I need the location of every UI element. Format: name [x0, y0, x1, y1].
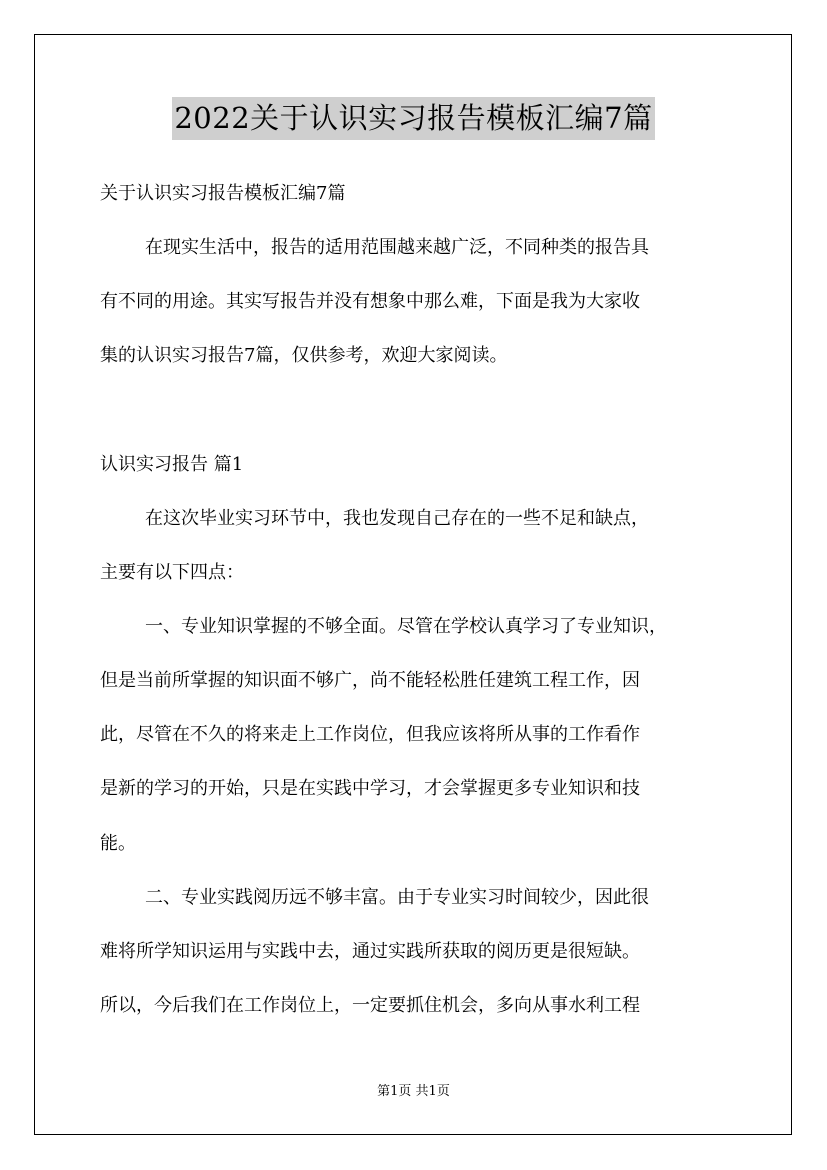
document-title: 2022关于认识实习报告模板汇编7篇	[172, 97, 654, 140]
paragraph1-line-2: 主要有以下四点：	[100, 562, 244, 583]
intro-line-3: 集的认识实习报告7篇，仅供参考，欢迎大家阅读。	[100, 345, 508, 366]
paragraph3-line-2: 难将所学知识运用与实践中去，通过实践所获取的阅历更是很短缺。	[100, 941, 640, 962]
paragraph2-line-2: 但是当前所掌握的知识面不够广，尚不能轻松胜任建筑工程工作，因	[100, 670, 640, 691]
paragraph1-line-1: 在这次毕业实习环节中，我也发现自己存在的一些不足和缺点，	[145, 508, 649, 529]
paragraph2-line-5: 能。	[100, 833, 136, 854]
paragraph2-line-4: 是新的学习的开始，只是在实践中学习，才会掌握更多专业知识和技	[100, 778, 640, 799]
title-wrapper	[0, 97, 827, 140]
intro-line-2: 有不同的用途。其实写报告并没有想象中那么难，下面是我为大家收	[100, 291, 640, 312]
paragraph3-line-3: 所以，今后我们在工作岗位上，一定要抓住机会，多向从事水利工程	[100, 995, 640, 1016]
paragraph2-line-3: 此，尽管在不久的将来走上工作岗位，但我应该将所从事的工作看作	[100, 724, 640, 745]
section-heading: 认识实习报告 篇1	[100, 454, 244, 475]
intro-line-1: 在现实生活中，报告的适用范围越来越广泛，不同种类的报告具	[145, 237, 649, 258]
document-subtitle: 关于认识实习报告模板汇编7篇	[100, 183, 346, 204]
paragraph3-line-1: 二、专业实践阅历远不够丰富。由于专业实习时间较少，因此很	[145, 887, 649, 908]
page-footer: 第1页 共1页	[377, 1084, 450, 1099]
paragraph2-line-1: 一、专业知识掌握的不够全面。尽管在学校认真学习了专业知识，	[145, 616, 667, 637]
